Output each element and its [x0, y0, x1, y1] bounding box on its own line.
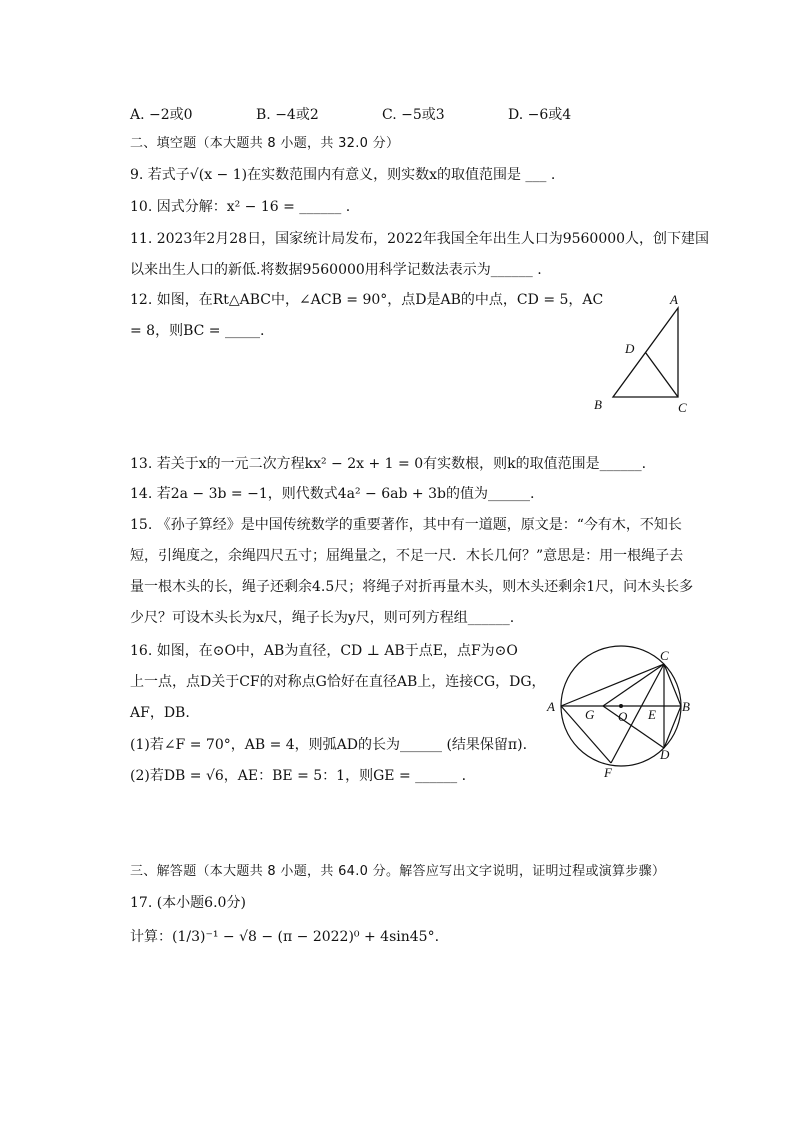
option-b: B. −4或2: [256, 107, 319, 123]
question-16-line-4: (1)若∠F = 70°，AB = 4，则弧AD的长为______ (结果保留π).: [130, 737, 528, 753]
question-12-line-2: = 8，则BC = _____.: [130, 323, 265, 339]
label-b: B: [594, 397, 602, 412]
question-14: 14. 若2a − 3b = −1，则代数式4a² − 6ab + 3b的值为______.: [130, 486, 535, 502]
q12-triangle-figure: [588, 288, 698, 418]
label-c: C: [678, 400, 687, 415]
question-17-title: 17. (本小题6.0分): [130, 895, 246, 911]
option-d: D. −6或4: [508, 107, 572, 123]
label-f: F: [604, 765, 612, 780]
segment-cb: [664, 664, 681, 706]
median-cd: [646, 353, 679, 398]
section-3-header: 三、解答题（本大题共 8 小题，共 64.0 分。解答应写出文字说明，证明过程或演算步骤）: [130, 864, 666, 879]
label-d: D: [660, 747, 670, 762]
question-12-line-1: 12. 如图，在Rt△ABC中，∠ACB = 90°，点D是AB的中点，CD = 5，AC: [130, 292, 604, 308]
option-c: C. −5或3: [382, 107, 445, 123]
label-o: O: [618, 709, 628, 724]
center-point-o: [619, 704, 623, 708]
question-17-expression: 计算：(1/3)⁻¹ − √8 − (π − 2022)⁰ + 4sin45°.: [130, 929, 440, 945]
question-16-line-1: 16. 如图，在⊙O中，AB为直径，CD ⊥ AB于点E，点F为⊙O: [130, 643, 518, 659]
question-10: 10. 因式分解：x² − 16 = ______ .: [130, 199, 351, 215]
question-11-line-2: 以来出生人口的新低.将数据9560000用科学记数法表示为______ .: [130, 262, 542, 278]
question-16-line-5: (2)若DB = √6，AE：BE = 5：1，则GE = ______ .: [130, 768, 467, 784]
question-9: 9. 若式子√(x − 1)在实数范围内有意义，则实数x的取值范围是 ___ .: [130, 167, 556, 183]
q8-options: [130, 104, 670, 124]
label-d: D: [625, 341, 635, 356]
label-a: A: [670, 292, 678, 307]
label-a: A: [547, 699, 555, 714]
label-c: C: [660, 648, 669, 663]
label-e: E: [648, 707, 656, 722]
question-15-line-4: 少尺？可设木头长为x尺，绳子长为y尺，则可列方程组______.: [130, 610, 515, 626]
question-11-line-1: 11. 2023年2月28日，国家统计局发布，2022年我国全年出生人口为9560000人，创下建国: [130, 231, 710, 247]
question-15-line-1: 15. 《孙子算经》是中国传统数学的重要著作，其中有一道题，原文是：“今有木，不知长: [130, 517, 682, 533]
question-16-line-2: 上一点，点D关于CF的对称点G恰好在直径AB上，连接CG，DG，: [130, 674, 546, 690]
question-15-line-3: 量一根木头的长，绳子还剩余4.5尺；将绳子对折再量木头，则木头还剩余1尺，问木头长多: [130, 579, 694, 595]
section-2-header: 二、填空题（本大题共 8 小题，共 32.0 分）: [130, 136, 400, 151]
question-15-line-2: 短，引绳度之，余绳四尺五寸；屈绳量之，不足一尺．木长几何？”意思是：用一根绳子去: [130, 548, 684, 564]
option-a: A. −2或0: [130, 107, 193, 123]
q16-circle-figure: [538, 645, 698, 787]
segment-db: [664, 706, 681, 748]
question-13: 13. 若关于x的一元二次方程kx² − 2x + 1 = 0有实数根，则k的取值范围是______.: [130, 456, 647, 472]
label-b: B: [682, 699, 690, 714]
label-g: G: [585, 707, 595, 722]
question-16-line-3: AF，DB.: [130, 705, 190, 721]
